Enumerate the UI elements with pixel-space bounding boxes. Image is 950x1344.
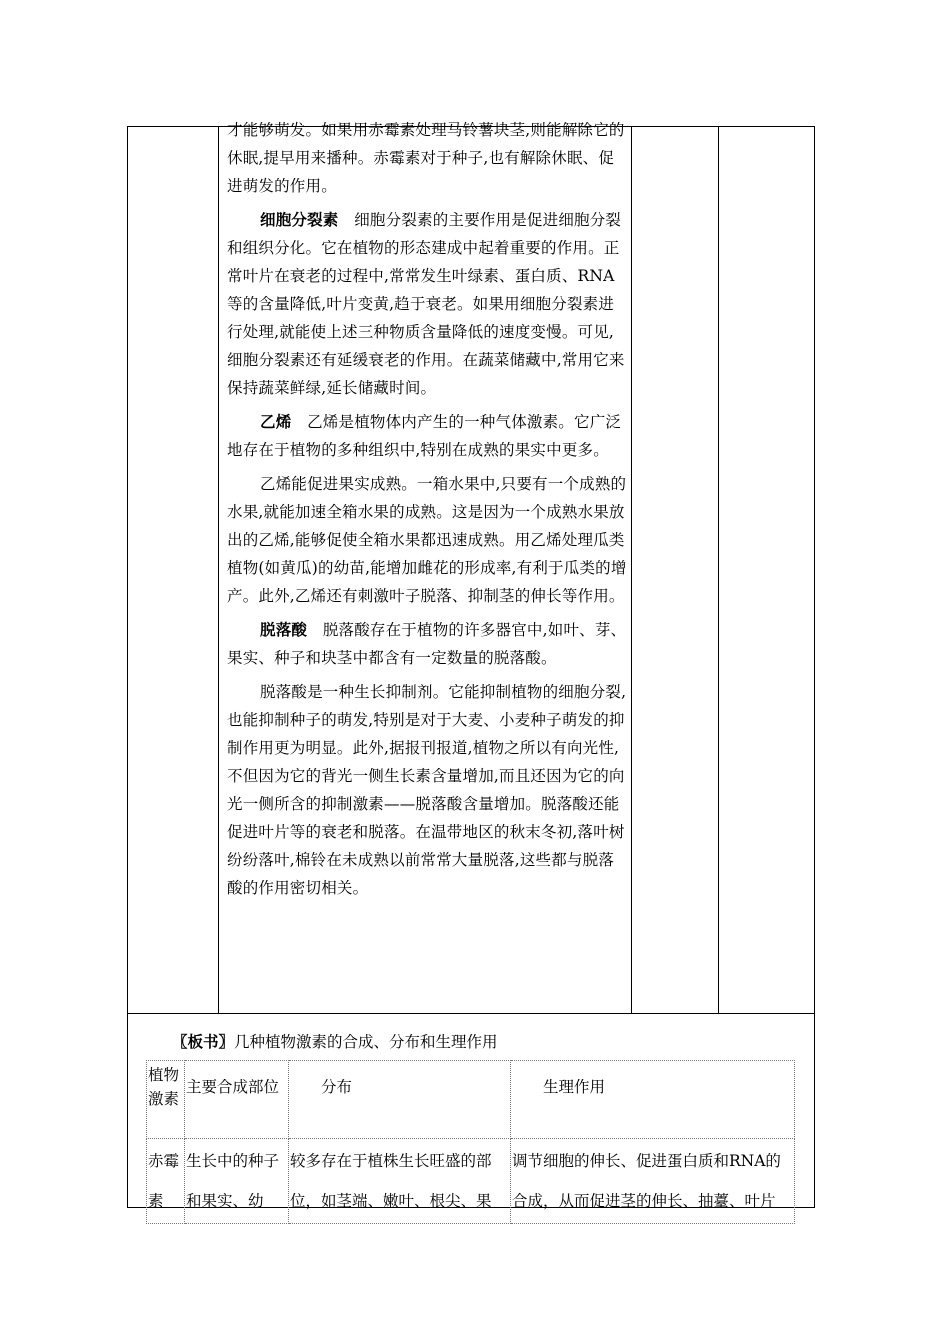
column-divider-3 bbox=[718, 126, 719, 1014]
row-divider bbox=[127, 1013, 815, 1014]
header-distribution-label: 分布 bbox=[321, 1078, 353, 1096]
header-distribution bbox=[289, 1061, 511, 1139]
paragraph-abscisic-acid-effects: 脱落酸是一种生长抑制剂。它能抑制植物的细胞分裂,也能抑制种子的萌发,特别是对于大麦、小麦种子萌发的抑制作用更为明显。此外,据报刊报道,植物之所以有向光性,不但因为它的背光一侧生长素含量增加,而且还因为它的向光一侧所含的抑制激素——脱落酸含量增加。脱落酸还能促进叶片等的衰老和脱落。在温带地区的秋末冬初,落叶树纷纷落叶,棉铃在未成熟以前常常大量脱落,这些都与脱落酸的作用密切相关。 bbox=[227, 683, 627, 897]
board-title: 几种植物激素的合成、分布和生理作用 bbox=[234, 1033, 498, 1051]
header-function bbox=[511, 1061, 795, 1139]
board-bracket-close: 〗 bbox=[218, 1033, 235, 1051]
board-label: 板书 bbox=[187, 1033, 219, 1051]
table-header-row bbox=[147, 1061, 795, 1139]
abscisic-acid-text: 脱落酸存在于植物的许多器官中,如叶、芽、果实、种子和块茎中都含有一定数量的脱落酸。 bbox=[227, 621, 627, 667]
header-synthesis-site bbox=[185, 1061, 289, 1139]
ethylene-text: 乙烯是植物体内产生的一种气体激素。它广泛地存在于植物的多种组织中,特别在成熟的果实中更多。 bbox=[227, 413, 622, 459]
column-divider-1 bbox=[218, 126, 219, 1014]
paragraph-cytokinin bbox=[227, 206, 627, 402]
paragraph-ethylene bbox=[227, 408, 627, 464]
board-bracket-open: 〖 bbox=[172, 1033, 188, 1051]
paragraph-ethylene-effects: 乙烯能促进果实成熟。一箱水果中,只要有一个成熟的水果,就能加速全箱水果的成熟。这是因为一个成熟水果放出的乙烯,能够促使全箱水果都迅速成熟。用乙烯处理瓜类植物(如黄瓜)的幼苗,能增加雌花的形成率,有利于瓜类的增产。此外,乙烯还有刺激叶子脱落、抑制茎的伸长等作用。 bbox=[227, 475, 627, 605]
term-abscisic-acid: 脱落酸 bbox=[260, 621, 308, 639]
header-function-label: 生理作用 bbox=[543, 1078, 606, 1096]
cell-synthesis-site: 生长中的种子和果实、幼 bbox=[185, 1139, 289, 1224]
hormone-table bbox=[146, 1060, 795, 1224]
cell-hormone-name: 赤霉素 bbox=[147, 1139, 185, 1224]
lesson-text bbox=[227, 116, 627, 908]
cell-distribution: 较多存在于植株生长旺盛的部位，如茎端、嫩叶、根尖、果 bbox=[289, 1139, 511, 1224]
paragraph-abscisic-acid bbox=[227, 616, 627, 672]
paragraph-gibberellin-end: 才能够萌发。如果用赤霉素处理马铃薯块茎,则能解除它的休眠,提早用来播种。赤霉素对于种子,也有解除休眠、促进萌发的作用。 bbox=[227, 121, 625, 195]
board-heading bbox=[172, 1030, 498, 1054]
header-synthesis-site-label: 主要合成部位 bbox=[186, 1078, 280, 1096]
table-row bbox=[147, 1139, 795, 1224]
header-hormone: 植物激素 bbox=[147, 1061, 185, 1139]
cell-function: 调节细胞的伸长、促进蛋白质和RNA的合成，从而促进茎的伸长、抽薹、叶片 bbox=[511, 1139, 795, 1224]
column-divider-2 bbox=[631, 126, 632, 1014]
cytokinin-text: 细胞分裂素的主要作用是促进细胞分裂和组织分化。它在植物的形态建成中起着重要的作用。正常叶片在衰老的过程中,常常发生叶绿素、蛋白质、RNA等的含量降低,叶片变黄,趋于衰老。如果用细胞分裂素进行处理,就能使上述三种物质含量降低的速度变慢。可见,细胞分裂素还有延缓衰老的作用。在蔬菜储藏中,常用它来保持蔬菜鲜绿,延长储藏时间。 bbox=[227, 211, 625, 397]
term-ethylene: 乙烯 bbox=[260, 413, 292, 431]
term-cytokinin: 细胞分裂素 bbox=[260, 211, 339, 229]
